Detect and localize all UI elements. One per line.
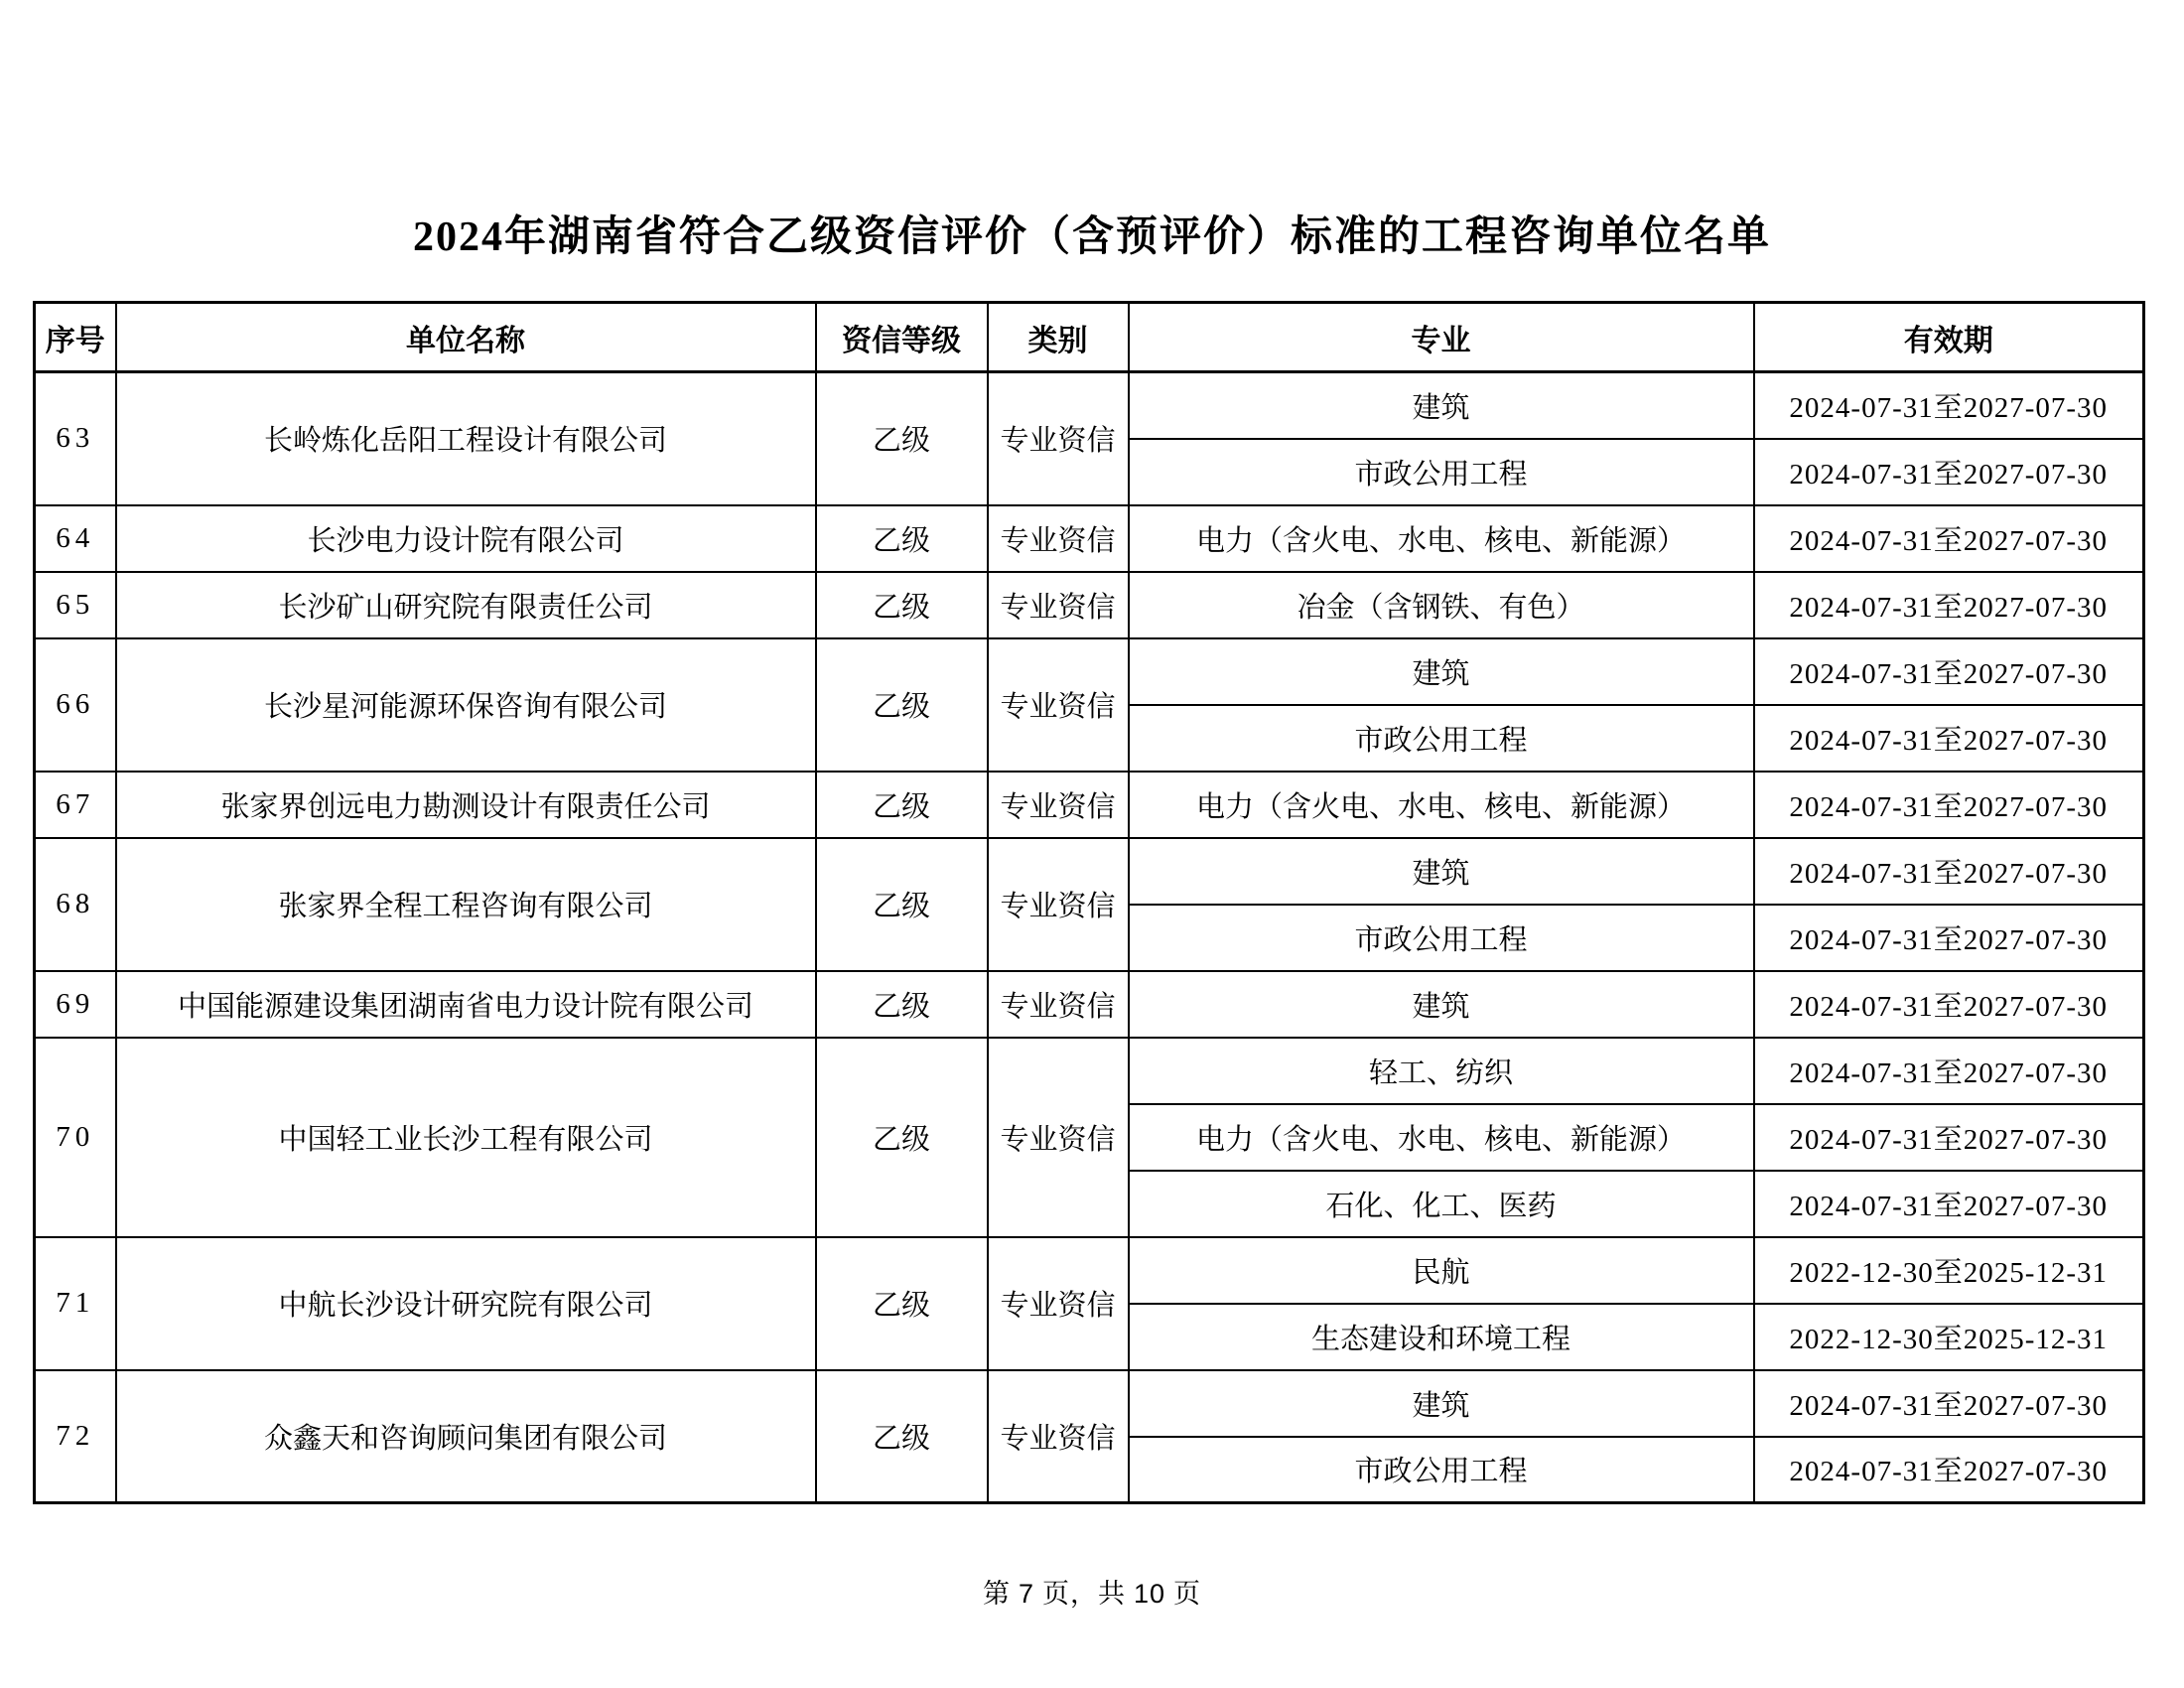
page-title: 2024年湖南省符合乙级资信评价（含预评价）标准的工程咨询单位名单 bbox=[412, 214, 1771, 260]
company-name-cell: 长沙电力设计院有限公司 bbox=[116, 505, 816, 572]
row-number-cell: 70 bbox=[35, 1038, 116, 1237]
category-cell: 专业资信 bbox=[988, 505, 1129, 572]
validity-cell: 2024-07-31至2027-07-30 bbox=[1754, 1437, 2144, 1503]
companies-table bbox=[33, 301, 2145, 1504]
specialty-cell: 电力（含火电、水电、核电、新能源） bbox=[1129, 1104, 1754, 1171]
validity-cell: 2024-07-31至2027-07-30 bbox=[1754, 1104, 2144, 1171]
validity-cell: 2024-07-31至2027-07-30 bbox=[1754, 505, 2144, 572]
grade-cell: 乙级 bbox=[816, 772, 988, 838]
specialty-cell: 民航 bbox=[1129, 1237, 1754, 1304]
specialty-cell: 建筑 bbox=[1129, 638, 1754, 705]
validity-cell: 2022-12-30至2025-12-31 bbox=[1754, 1304, 2144, 1370]
specialty-cell: 冶金（含钢铁、有色） bbox=[1129, 572, 1754, 638]
validity-cell: 2024-07-31至2027-07-30 bbox=[1754, 439, 2144, 505]
grade-cell: 乙级 bbox=[816, 1370, 988, 1503]
footer-total-pages: 10 bbox=[1133, 1579, 1166, 1609]
category-cell: 专业资信 bbox=[988, 1038, 1129, 1237]
grade-cell: 乙级 bbox=[816, 372, 988, 505]
specialty-cell: 建筑 bbox=[1129, 838, 1754, 905]
table-row bbox=[35, 638, 2144, 705]
grade-cell: 乙级 bbox=[816, 838, 988, 971]
table-row bbox=[35, 1370, 2144, 1437]
validity-cell: 2024-07-31至2027-07-30 bbox=[1754, 1038, 2144, 1104]
category-cell: 专业资信 bbox=[988, 971, 1129, 1038]
company-name-cell: 长岭炼化岳阳工程设计有限公司 bbox=[116, 372, 816, 505]
table-row bbox=[35, 572, 2144, 638]
category-cell: 专业资信 bbox=[988, 572, 1129, 638]
column-header-spec: 专业 bbox=[1129, 303, 1754, 372]
table-row bbox=[35, 1038, 2144, 1104]
validity-cell: 2024-07-31至2027-07-30 bbox=[1754, 705, 2144, 772]
validity-cell: 2024-07-31至2027-07-30 bbox=[1754, 838, 2144, 905]
specialty-cell: 市政公用工程 bbox=[1129, 905, 1754, 971]
specialty-cell: 石化、化工、医药 bbox=[1129, 1171, 1754, 1237]
company-name-cell: 中航长沙设计研究院有限公司 bbox=[116, 1237, 816, 1370]
table-row bbox=[35, 372, 2144, 439]
validity-cell: 2024-07-31至2027-07-30 bbox=[1754, 638, 2144, 705]
column-header-category: 类别 bbox=[988, 303, 1129, 372]
validity-cell: 2024-07-31至2027-07-30 bbox=[1754, 1171, 2144, 1237]
specialty-cell: 轻工、纺织 bbox=[1129, 1038, 1754, 1104]
specialty-cell: 电力（含火电、水电、核电、新能源） bbox=[1129, 772, 1754, 838]
category-cell: 专业资信 bbox=[988, 372, 1129, 505]
company-name-cell: 长沙星河能源环保咨询有限公司 bbox=[116, 638, 816, 772]
category-cell: 专业资信 bbox=[988, 1237, 1129, 1370]
specialty-cell: 电力（含火电、水电、核电、新能源） bbox=[1129, 505, 1754, 572]
column-header-name: 单位名称 bbox=[116, 303, 816, 372]
column-header-grade: 资信等级 bbox=[816, 303, 988, 372]
page-footer bbox=[0, 1572, 2184, 1611]
company-name-cell: 众鑫天和咨询顾问集团有限公司 bbox=[116, 1370, 816, 1503]
table-row bbox=[35, 1237, 2144, 1304]
specialty-cell: 建筑 bbox=[1129, 1370, 1754, 1437]
table-row bbox=[35, 971, 2144, 1038]
validity-cell: 2024-07-31至2027-07-30 bbox=[1754, 971, 2144, 1038]
grade-cell: 乙级 bbox=[816, 505, 988, 572]
row-number-cell: 68 bbox=[35, 838, 116, 971]
company-name-cell: 中国能源建设集团湖南省电力设计院有限公司 bbox=[116, 971, 816, 1038]
table-row bbox=[35, 838, 2144, 905]
grade-cell: 乙级 bbox=[816, 638, 988, 772]
validity-cell: 2024-07-31至2027-07-30 bbox=[1754, 1370, 2144, 1437]
specialty-cell: 建筑 bbox=[1129, 971, 1754, 1038]
table-row bbox=[35, 772, 2144, 838]
row-number-cell: 63 bbox=[35, 372, 116, 505]
row-number-cell: 66 bbox=[35, 638, 116, 772]
column-header-no: 序号 bbox=[35, 303, 116, 372]
table-body bbox=[35, 372, 2144, 1503]
specialty-cell: 生态建设和环境工程 bbox=[1129, 1304, 1754, 1370]
grade-cell: 乙级 bbox=[816, 971, 988, 1038]
company-name-cell: 张家界全程工程咨询有限公司 bbox=[116, 838, 816, 971]
table-row bbox=[35, 505, 2144, 572]
column-header-validity: 有效期 bbox=[1754, 303, 2144, 372]
row-number-cell: 65 bbox=[35, 572, 116, 638]
footer-label-middle: 页，共 bbox=[1041, 1579, 1126, 1609]
specialty-cell: 市政公用工程 bbox=[1129, 1437, 1754, 1503]
specialty-cell: 市政公用工程 bbox=[1129, 439, 1754, 505]
validity-cell: 2024-07-31至2027-07-30 bbox=[1754, 572, 2144, 638]
header-row bbox=[35, 303, 2144, 372]
footer-label-prefix: 第 bbox=[982, 1579, 1011, 1609]
footer-label-suffix: 页 bbox=[1173, 1579, 1202, 1609]
validity-cell: 2022-12-30至2025-12-31 bbox=[1754, 1237, 2144, 1304]
row-number-cell: 72 bbox=[35, 1370, 116, 1503]
category-cell: 专业资信 bbox=[988, 1370, 1129, 1503]
company-name-cell: 长沙矿山研究院有限责任公司 bbox=[116, 572, 816, 638]
grade-cell: 乙级 bbox=[816, 1038, 988, 1237]
specialty-cell: 市政公用工程 bbox=[1129, 705, 1754, 772]
company-name-cell: 中国轻工业长沙工程有限公司 bbox=[116, 1038, 816, 1237]
category-cell: 专业资信 bbox=[988, 838, 1129, 971]
validity-cell: 2024-07-31至2027-07-30 bbox=[1754, 905, 2144, 971]
category-cell: 专业资信 bbox=[988, 638, 1129, 772]
row-number-cell: 64 bbox=[35, 505, 116, 572]
footer-current-page: 7 bbox=[1018, 1579, 1034, 1609]
category-cell: 专业资信 bbox=[988, 772, 1129, 838]
validity-cell: 2024-07-31至2027-07-30 bbox=[1754, 372, 2144, 439]
row-number-cell: 67 bbox=[35, 772, 116, 838]
company-name-cell: 张家界创远电力勘测设计有限责任公司 bbox=[116, 772, 816, 838]
grade-cell: 乙级 bbox=[816, 1237, 988, 1370]
row-number-cell: 69 bbox=[35, 971, 116, 1038]
specialty-cell: 建筑 bbox=[1129, 372, 1754, 439]
validity-cell: 2024-07-31至2027-07-30 bbox=[1754, 772, 2144, 838]
row-number-cell: 71 bbox=[35, 1237, 116, 1370]
grade-cell: 乙级 bbox=[816, 572, 988, 638]
